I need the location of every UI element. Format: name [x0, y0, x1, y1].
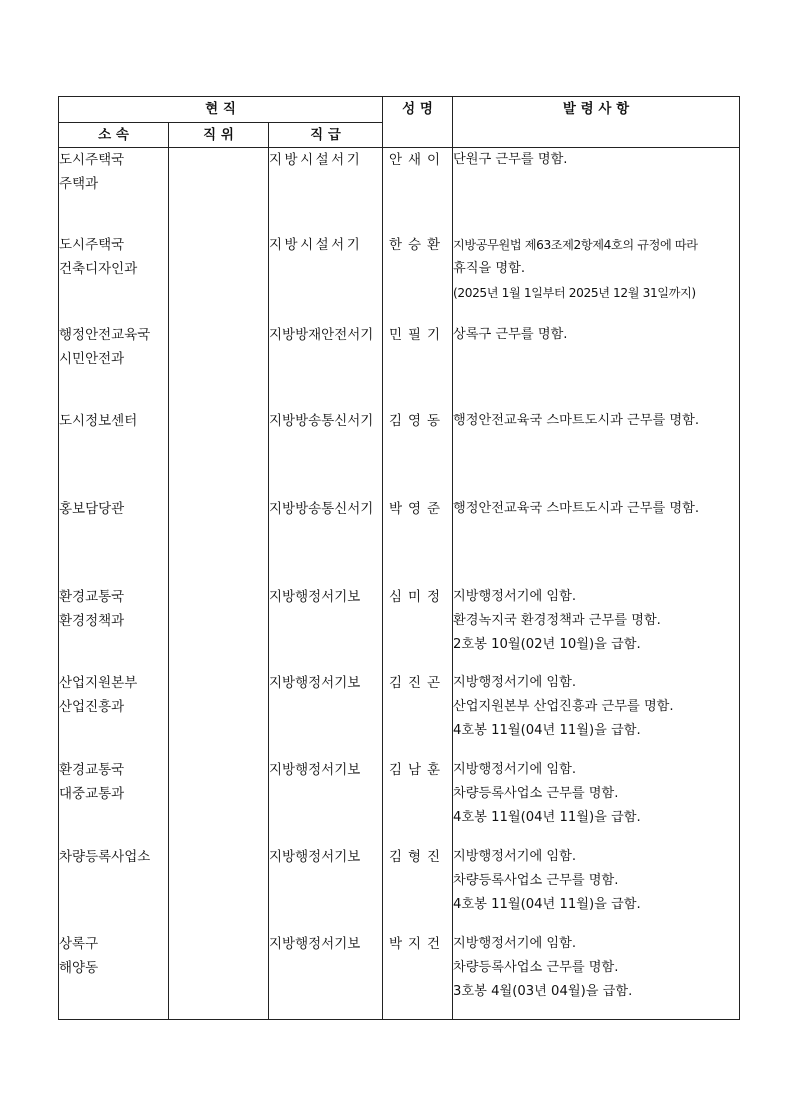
position-cell [169, 497, 269, 585]
position-cell [169, 585, 269, 671]
affiliation-cell [59, 845, 169, 932]
order-line: 행정안전교육국 스마트도시과 근무를 명함. [453, 412, 700, 428]
position-cell [169, 671, 269, 758]
affiliation-cell [59, 932, 169, 1020]
affiliation-cell [59, 497, 169, 585]
table-row [59, 585, 740, 671]
order-line: 환경녹지국 환경정책과 근무를 명함. [453, 612, 661, 628]
affiliation-line: 행정안전교육국 [59, 326, 151, 343]
table-row [59, 148, 740, 233]
order-line: 차량등록사업소 근무를 명함. [453, 785, 619, 801]
name-cell: 박지건 [383, 932, 453, 1020]
affiliation-cell [59, 758, 169, 845]
order-cell [453, 323, 740, 409]
order-line: (2025년 1월 1일부터 2025년 12월 31일까지) [453, 285, 696, 300]
name-cell: 심미정 [383, 585, 453, 671]
affiliation-cell [59, 148, 169, 233]
table-row [59, 671, 740, 758]
header-row-top [59, 97, 740, 123]
rank-cell: 지방행정서기보 [269, 932, 383, 1020]
affiliation-line: 도시정보센터 [59, 412, 138, 429]
rank-cell: 지방행정서기보 [269, 758, 383, 845]
position-cell [169, 845, 269, 932]
order-cell [453, 233, 740, 323]
order-cell [453, 409, 740, 497]
name-cell: 민필기 [383, 323, 453, 409]
order-line: 휴직을 명함. [453, 260, 526, 276]
rank-cell: 지방시설서기 [269, 233, 383, 323]
affiliation-line: 주택과 [59, 176, 99, 192]
order-line: 단원구 근무를 명함. [453, 152, 568, 167]
name-header: 성 명 [383, 97, 453, 148]
order-line: 지방행정서기에 임함. [453, 674, 577, 690]
rank-cell: 지방행정서기보 [269, 585, 383, 671]
position-cell [169, 323, 269, 409]
current-position-header: 현 직 [59, 97, 383, 123]
affiliation-line: 대중교통과 [59, 785, 125, 802]
affiliation-line: 해양동 [59, 959, 99, 976]
order-cell [453, 758, 740, 845]
affiliation-cell [59, 233, 169, 323]
affiliation-cell [59, 671, 169, 758]
rank-cell: 지방행정서기보 [269, 671, 383, 758]
name-cell: 김남훈 [383, 758, 453, 845]
order-cell [453, 148, 740, 233]
table-row [59, 845, 740, 932]
order-line: 4호봉 11월(04년 11월)을 급함. [453, 809, 641, 825]
table-row [59, 409, 740, 497]
affiliation-line: 산업진흥과 [59, 698, 125, 715]
order-line: 차량등록사업소 근무를 명함. [453, 959, 619, 975]
rank-header: 직 급 [269, 123, 383, 148]
affiliation-cell [59, 585, 169, 671]
table-row [59, 497, 740, 585]
order-line: 지방행정서기에 임함. [453, 848, 577, 864]
rank-cell: 지방방송통신서기 [269, 497, 383, 585]
affiliation-line: 홍보담당관 [59, 500, 125, 517]
name-cell: 박영준 [383, 497, 453, 585]
order-line: 차량등록사업소 근무를 명함. [453, 872, 619, 888]
order-cell [453, 845, 740, 932]
affiliation-line: 환경정책과 [59, 612, 125, 629]
affiliation-line: 차량등록사업소 [59, 848, 151, 865]
order-line: 지방행정서기에 임함. [453, 588, 577, 604]
affiliation-line: 환경교통국 [59, 588, 125, 605]
order-cell [453, 932, 740, 1020]
affiliation-line: 산업지원본부 [59, 674, 138, 691]
name-cell: 안새이 [383, 148, 453, 233]
rank-cell: 지방방송통신서기 [269, 409, 383, 497]
name-cell: 김영동 [383, 409, 453, 497]
position-cell [169, 233, 269, 323]
affiliation-line: 상록구 [59, 935, 99, 952]
order-cell [453, 585, 740, 671]
affiliation-line: 건축디자인과 [59, 260, 138, 277]
order-line: 지방공무원법 제63조제2항제4호의 규정에 따라 [453, 237, 698, 252]
name-cell: 한승환 [383, 233, 453, 323]
affiliation-cell [59, 323, 169, 409]
order-line: 4호봉 11월(04년 11월)을 급함. [453, 722, 641, 738]
position-cell [169, 409, 269, 497]
position-cell [169, 932, 269, 1020]
position-cell [169, 758, 269, 845]
table-row [59, 932, 740, 1020]
rank-cell: 지방방재안전서기 [269, 323, 383, 409]
affiliation-line: 시민안전과 [59, 350, 125, 367]
order-line: 상록구 근무를 명함. [453, 326, 568, 342]
rank-cell: 지방행정서기보 [269, 845, 383, 932]
order-line: 3호봉 4월(03년 04월)을 급함. [453, 983, 633, 999]
position-header: 직 위 [169, 123, 269, 148]
affiliation-line: 도시주택국 [59, 152, 125, 168]
name-cell: 김형진 [383, 845, 453, 932]
affiliation-line: 환경교통국 [59, 761, 125, 778]
order-line: 산업지원본부 산업진흥과 근무를 명함. [453, 698, 674, 714]
affiliation-header: 소 속 [59, 123, 169, 148]
personnel-order-table [58, 96, 740, 1020]
order-header: 발 령 사 항 [453, 97, 740, 148]
table-row [59, 233, 740, 323]
order-line: 지방행정서기에 임함. [453, 935, 577, 951]
name-cell: 김진곤 [383, 671, 453, 758]
affiliation-cell [59, 409, 169, 497]
table-row [59, 758, 740, 845]
order-cell [453, 671, 740, 758]
order-line: 4호봉 11월(04년 11월)을 급함. [453, 896, 641, 912]
position-cell [169, 148, 269, 233]
order-line: 지방행정서기에 임함. [453, 761, 577, 777]
order-line: 2호봉 10월(02년 10월)을 급함. [453, 636, 641, 652]
order-cell [453, 497, 740, 585]
order-line: 행정안전교육국 스마트도시과 근무를 명함. [453, 500, 700, 516]
rank-cell: 지방시설서기 [269, 148, 383, 233]
affiliation-line: 도시주택국 [59, 236, 125, 253]
table-row [59, 323, 740, 409]
